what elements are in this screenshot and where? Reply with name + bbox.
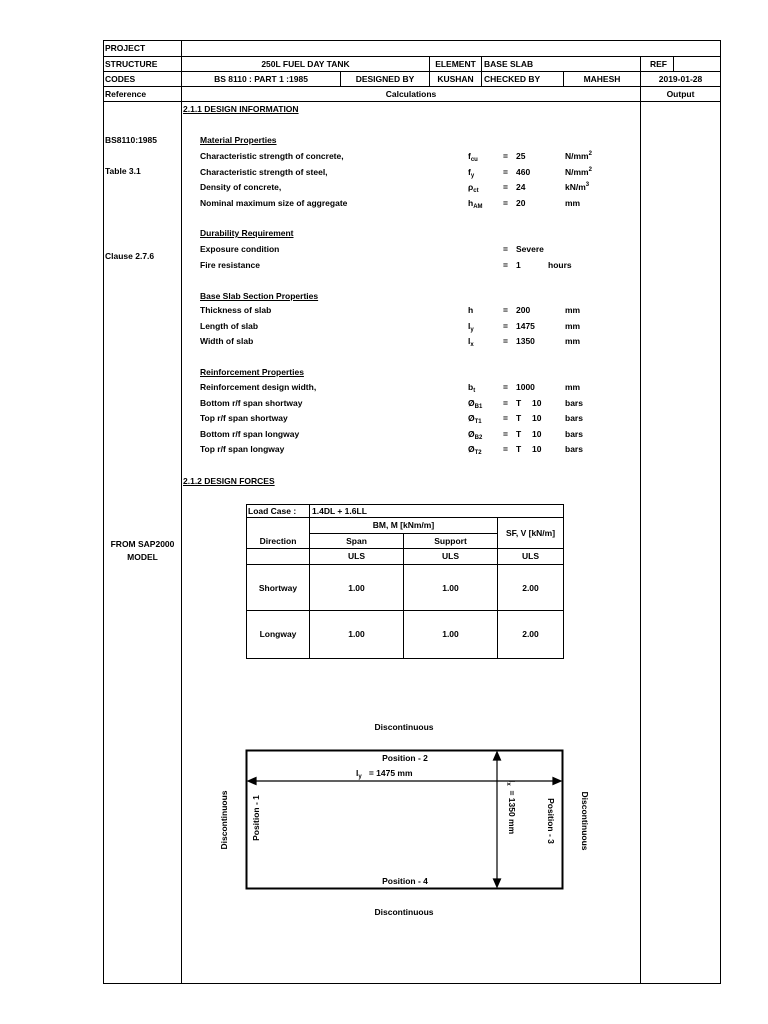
reinforcement-row-equals: = bbox=[503, 444, 508, 454]
durability-row-equals: = bbox=[503, 244, 508, 254]
ref-sap-line2: MODEL bbox=[127, 552, 158, 562]
reinforcement-row-unit: bars bbox=[565, 429, 583, 439]
reinforcement-row-label: Bottom r/f span longway bbox=[200, 429, 300, 439]
load-case-label: Load Case : bbox=[248, 506, 297, 516]
durability-row-equals: = bbox=[503, 260, 508, 270]
bottom-edge-label: Discontinuous bbox=[374, 907, 434, 917]
structure-value: 250L FUEL DAY TANK bbox=[261, 59, 350, 69]
section-row-unit: mm bbox=[565, 305, 581, 315]
designed-by-label: DESIGNED BY bbox=[355, 74, 415, 84]
ly-dimension-text: $l_y$ = 1475 mm bbox=[356, 768, 413, 780]
element-label: ELEMENT bbox=[435, 59, 476, 69]
material-row-symbol: $f_y$ bbox=[468, 167, 475, 179]
reinforcement-row-symbol: $b_t$ bbox=[468, 382, 476, 394]
reference-label: Reference bbox=[105, 89, 147, 99]
reinforcement-row-equals: = bbox=[503, 382, 508, 392]
row-sf: 2.00 bbox=[522, 629, 539, 639]
section-row-symbol: $l_y$ bbox=[468, 321, 474, 333]
material-row-unit: mm bbox=[565, 198, 581, 208]
output-label: Output bbox=[666, 89, 695, 99]
material-row-label: Density of concrete, bbox=[200, 182, 282, 192]
span-header: Span bbox=[346, 536, 367, 546]
material-row-equals: = bbox=[503, 198, 508, 208]
ref-bs8110: BS8110:1985 bbox=[105, 135, 157, 145]
section-row-equals: = bbox=[503, 336, 508, 346]
reinforcement-row-label: Top r/f span longway bbox=[200, 444, 285, 454]
section-row-symbol: $l_x$ bbox=[468, 336, 474, 348]
uls-sf: ULS bbox=[522, 551, 539, 561]
reinforcement-row-value: 10 bbox=[532, 398, 542, 408]
material-row-value: 20 bbox=[516, 198, 526, 208]
design-forces-heading: 2.1.2 DESIGN FORCES bbox=[183, 476, 275, 486]
section-row-equals: = bbox=[503, 305, 508, 315]
element-value: BASE SLAB bbox=[484, 59, 534, 69]
material-row-value: 25 bbox=[516, 151, 526, 161]
material-heading: Material Properties bbox=[200, 135, 277, 145]
row-direction: Longway bbox=[259, 629, 297, 639]
structure-label: STRUCTURE bbox=[105, 59, 158, 69]
reinforcement-row-unit: bars bbox=[565, 398, 583, 408]
reinforcement-row-equals: = bbox=[503, 413, 508, 423]
ref-label: REF bbox=[650, 59, 667, 69]
right-edge-label: Discontinuous bbox=[580, 791, 590, 851]
load-case-value: 1.4DL + 1.6LL bbox=[312, 506, 367, 516]
reinforcement-row-equals: = bbox=[503, 429, 508, 439]
material-row-value: 24 bbox=[516, 182, 526, 192]
material-row-symbol: $f_{cu}$ bbox=[468, 151, 478, 163]
section-row-value: 1475 bbox=[516, 321, 535, 331]
design-info-heading: 2.1.1 DESIGN INFORMATION bbox=[183, 104, 299, 114]
durability-row-value: 1 bbox=[516, 260, 521, 270]
reinforcement-row-bar-type: T bbox=[516, 398, 522, 408]
row-span: 1.00 bbox=[348, 583, 365, 593]
codes-value: BS 8110 : PART 1 :1985 bbox=[214, 74, 308, 84]
material-row-symbol: $\rho_{ct}$ bbox=[468, 182, 479, 194]
reinforcement-row-symbol: $Ø_{T1}$ bbox=[468, 413, 482, 425]
material-row-equals: = bbox=[503, 182, 508, 192]
section-row-label: Length of slab bbox=[200, 321, 259, 331]
reinforcement-heading: Reinforcement Properties bbox=[200, 367, 304, 377]
material-row-equals: = bbox=[503, 167, 508, 177]
position-4-label: Position - 4 bbox=[382, 876, 428, 886]
durability-heading: Durability Requirement bbox=[200, 228, 294, 238]
checked-by-value: MAHESH bbox=[583, 74, 621, 84]
section-row-unit: mm bbox=[565, 336, 581, 346]
reinforcement-row-label: Reinforcement design width, bbox=[200, 382, 317, 392]
reinforcement-row-symbol: $Ø_{B1}$ bbox=[468, 398, 483, 410]
reinforcement-row-value: 10 bbox=[532, 444, 542, 454]
reinforcement-row-value: 10 bbox=[532, 413, 542, 423]
uls-support: ULS bbox=[442, 551, 459, 561]
checked-by-label: CHECKED BY bbox=[484, 74, 541, 84]
reinforcement-row-bar-type: T bbox=[516, 413, 522, 423]
section-heading: Base Slab Section Properties bbox=[200, 291, 319, 301]
material-row-symbol: $h_{AM}$ bbox=[468, 198, 483, 210]
section-row-label: Thickness of slab bbox=[200, 305, 272, 315]
row-span: 1.00 bbox=[348, 629, 365, 639]
row-direction: Shortway bbox=[258, 583, 298, 593]
position-3-label: Position - 3 bbox=[546, 798, 556, 844]
durability-row-label: Exposure condition bbox=[200, 244, 280, 254]
reinforcement-row-unit: bars bbox=[565, 413, 583, 423]
row-sf: 2.00 bbox=[522, 583, 539, 593]
reinforcement-row-value: 1000 bbox=[516, 382, 535, 392]
sf-header: SF, V [kN/m] bbox=[505, 528, 556, 538]
ref-clause-2-7-6: Clause 2.7.6 bbox=[105, 251, 155, 261]
bm-header: BM, M [kNm/m] bbox=[372, 520, 435, 530]
durability-row-label: Fire resistance bbox=[200, 260, 261, 270]
section-row-symbol: h bbox=[468, 305, 474, 315]
calculations-label: Calculations bbox=[385, 89, 437, 99]
section-row-value: 1350 bbox=[516, 336, 535, 346]
lx-dimension-text: $l_x = 1350$ mm bbox=[505, 780, 517, 835]
reinforcement-row-symbol: $Ø_{T2}$ bbox=[468, 444, 482, 456]
position-1-label: Position - 1 bbox=[251, 795, 261, 841]
reinforcement-row-value: 10 bbox=[532, 429, 542, 439]
reinforcement-row-equals: = bbox=[503, 398, 508, 408]
material-row-label: Characteristic strength of steel, bbox=[200, 167, 328, 177]
durability-row-value: Severe bbox=[516, 244, 544, 254]
reinforcement-row-bar-type: T bbox=[516, 444, 522, 454]
reinforcement-row-label: Bottom r/f span shortway bbox=[200, 398, 303, 408]
row-support: 1.00 bbox=[442, 629, 459, 639]
reinforcement-row-unit: bars bbox=[565, 444, 583, 454]
material-row-equals: = bbox=[503, 151, 508, 161]
reinforcement-row-bar-type: T bbox=[516, 429, 522, 439]
material-row-label: Nominal maximum size of aggregate bbox=[200, 198, 348, 208]
material-row-value: 460 bbox=[516, 167, 531, 177]
date-value: 2019-01-28 bbox=[658, 74, 703, 84]
left-edge-label: Discontinuous bbox=[219, 790, 229, 850]
reinforcement-row-symbol: $Ø_{B2}$ bbox=[468, 429, 483, 441]
material-row-unit: $N/mm^2$ bbox=[565, 151, 592, 161]
ref-table-3-1: Table 3.1 bbox=[105, 166, 141, 176]
section-row-equals: = bbox=[503, 321, 508, 331]
reinforcement-row-label: Top r/f span shortway bbox=[200, 413, 288, 423]
uls-span: ULS bbox=[348, 551, 365, 561]
top-edge-label: Discontinuous bbox=[374, 722, 434, 732]
durability-row-unit: hours bbox=[548, 260, 572, 270]
ref-sap-line1: FROM SAP2000 bbox=[110, 539, 175, 549]
section-row-value: 200 bbox=[516, 305, 531, 315]
row-support: 1.00 bbox=[442, 583, 459, 593]
direction-header: Direction bbox=[259, 536, 297, 546]
material-row-label: Characteristic strength of concrete, bbox=[200, 151, 344, 161]
section-row-unit: mm bbox=[565, 321, 581, 331]
material-row-unit: $kN/m^3$ bbox=[565, 182, 590, 192]
reinforcement-row-unit: mm bbox=[565, 382, 581, 392]
support-header: Support bbox=[434, 536, 467, 546]
designed-by-value: KUSHAN bbox=[437, 74, 474, 84]
project-label: PROJECT bbox=[105, 43, 146, 53]
material-row-unit: $N/mm^2$ bbox=[565, 167, 592, 177]
codes-label: CODES bbox=[105, 74, 136, 84]
position-2-label: Position - 2 bbox=[382, 753, 428, 763]
section-row-label: Width of slab bbox=[200, 336, 254, 346]
lx-dimension-arrow bbox=[494, 752, 501, 887]
